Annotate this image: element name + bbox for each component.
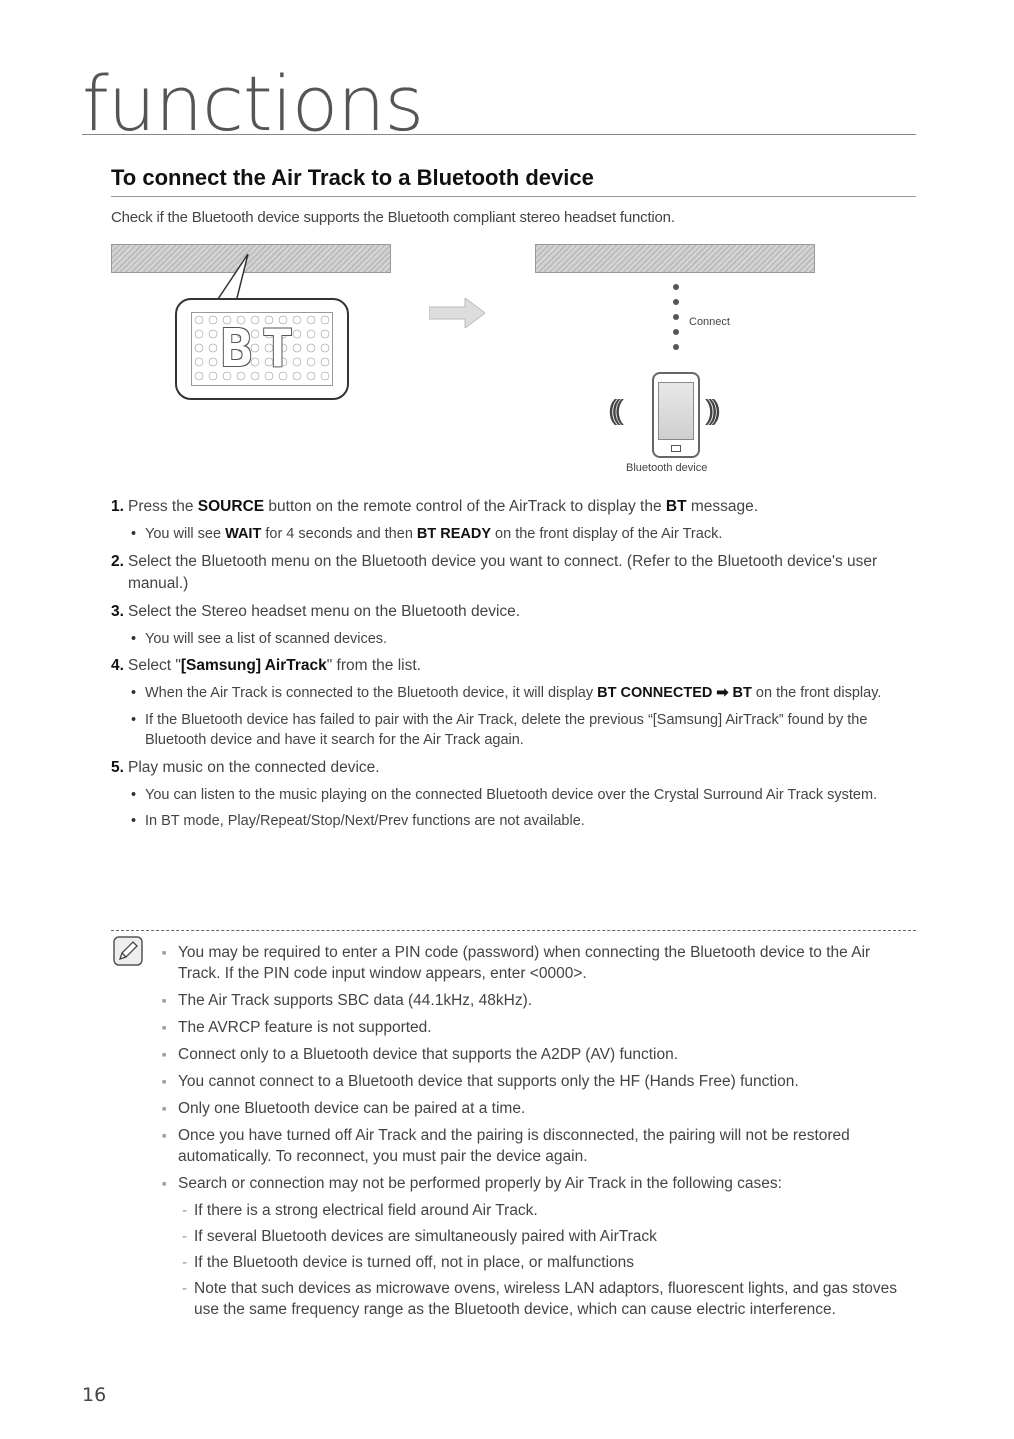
signal-waves-left-icon: ((( [608,394,618,425]
bullet-item [128,811,916,832]
text-run: You will see a list of scanned devices. [145,630,388,647]
bold-term: BT CONNECTED ➡ BT [597,685,752,701]
air-track-unit-image-connected [535,244,815,273]
sub-note-item: - Note that such devices as microwave ovens, wireless LAN adaptors, fluorescent lights, and gas stoves use the same frequency range as the Bluetooth device, which can cause electric interference. [160,1278,916,1320]
intro-text: Check if the Bluetooth device supports the Bluetooth compliant stereo headset function. [111,209,675,226]
text-run: Select " [128,657,181,674]
connection-dots [671,284,681,359]
bold-term: [Samsung] AirTrack [180,657,327,674]
sub-note-item: - If several Bluetooth devices are simultaneously paired with AirTrack [160,1226,916,1247]
bold-term: SOURCE [197,498,265,515]
bluetooth-device-label: Bluetooth device [626,462,708,474]
step-number: 5. [111,758,124,776]
note-item: ■ The AVRCP feature is not supported. [160,1017,916,1038]
note-item: ■ Search or connection may not be performed properly by Air Track in the following cases: [160,1173,916,1194]
step-number: 4. [111,657,124,674]
step-item [111,551,916,595]
note-pencil-icon [113,936,143,966]
text-run: In BT mode, Play/Repeat/Stop/Next/Prev functions are not available. [145,813,585,829]
text-run: Play music on the connected device. [128,758,380,776]
step-item [111,496,916,518]
chapter-title: functions [82,59,424,148]
bullet-item [128,524,916,545]
text-run: Select the Stereo headset menu on the Bluetooth device. [128,602,521,620]
notes-list [160,942,916,1325]
bullet-item [128,785,916,806]
note-item: ■ You cannot connect to a Bluetooth device that supports only the HF (Hands Free) function. [160,1071,916,1092]
step-number: 2. [111,552,124,570]
bold-term: WAIT [225,526,262,542]
front-display-matrix [191,312,333,386]
chapter-rule [82,134,916,135]
text-run: You will see [145,526,226,542]
bold-term: BT READY [416,526,492,542]
section-title: To connect the Air Track to a Bluetooth device [111,165,594,190]
text-run: button on the remote control of the AirTrack to display the [264,498,666,515]
step-bullets [128,785,916,832]
sub-note-item: - If the Bluetooth device is turned off, not in place, or malfunctions [160,1252,916,1273]
sub-note-item: - If there is a strong electrical field around Air Track. [160,1200,916,1221]
display-callout-pointer [206,254,266,302]
bullet-item [128,629,916,650]
text-run: " from the list. [326,657,421,674]
step-item [111,655,916,677]
note-item: ■ Only one Bluetooth device can be paired at a time. [160,1098,916,1119]
step-number: 1. [111,498,124,515]
section-rule [111,196,916,197]
step-number: 3. [111,602,124,620]
arrow-right-icon [429,298,485,328]
text-run: You can listen to the music playing on the connected Bluetooth device over the Crystal Surround Air Track system. [145,786,878,803]
front-display [175,298,349,400]
connect-label: Connect [689,316,730,328]
text-run: Select the Bluetooth menu on the Bluetooth device you want to connect. (Refer to the Bluetooth device's user manual.) [128,552,878,592]
note-item: ■ Connect only to a Bluetooth device that supports the A2DP (AV) function. [160,1044,916,1065]
note-item: ■ Once you have turned off Air Track and the pairing is disconnected, the pairing will not be restored automatically. To reconnect, you must pair the device again. [160,1125,916,1167]
step-bullets [128,683,916,751]
text-run: on the front display. [751,685,882,701]
note-item: ■ You may be required to enter a PIN code (password) when connecting the Bluetooth device to the Air Track. If the PIN code input window appears, enter <0000>. [160,942,916,984]
text-run: When the Air Track is connected to the Bluetooth device, it will display [145,685,598,701]
text-run: message. [686,498,759,515]
bold-term: BT [665,498,687,515]
bullet-item [128,683,916,704]
page-number: 16 [82,1384,107,1406]
step-item [111,601,916,623]
steps-list [111,496,916,838]
signal-waves-right-icon: ))) [705,394,715,425]
connection-illustration [111,240,916,480]
phone-icon [652,372,700,458]
note-divider [111,930,916,931]
step-bullets [128,524,916,545]
note-item: ■ The Air Track supports SBC data (44.1kHz, 48kHz). [160,990,916,1011]
text-run: Press the [128,498,198,515]
text-run: If the Bluetooth device has failed to pair with the Air Track, delete the previous “[Samsung] AirTrack” found by the Bluetooth device and have it search for the Air Track again. [145,711,868,748]
display-text: BT [220,319,304,379]
text-run: on the front display of the Air Track. [491,526,723,542]
step-bullets [128,629,916,650]
step-item [111,757,916,779]
text-run: for 4 seconds and then [261,526,417,542]
bullet-item [128,710,916,751]
